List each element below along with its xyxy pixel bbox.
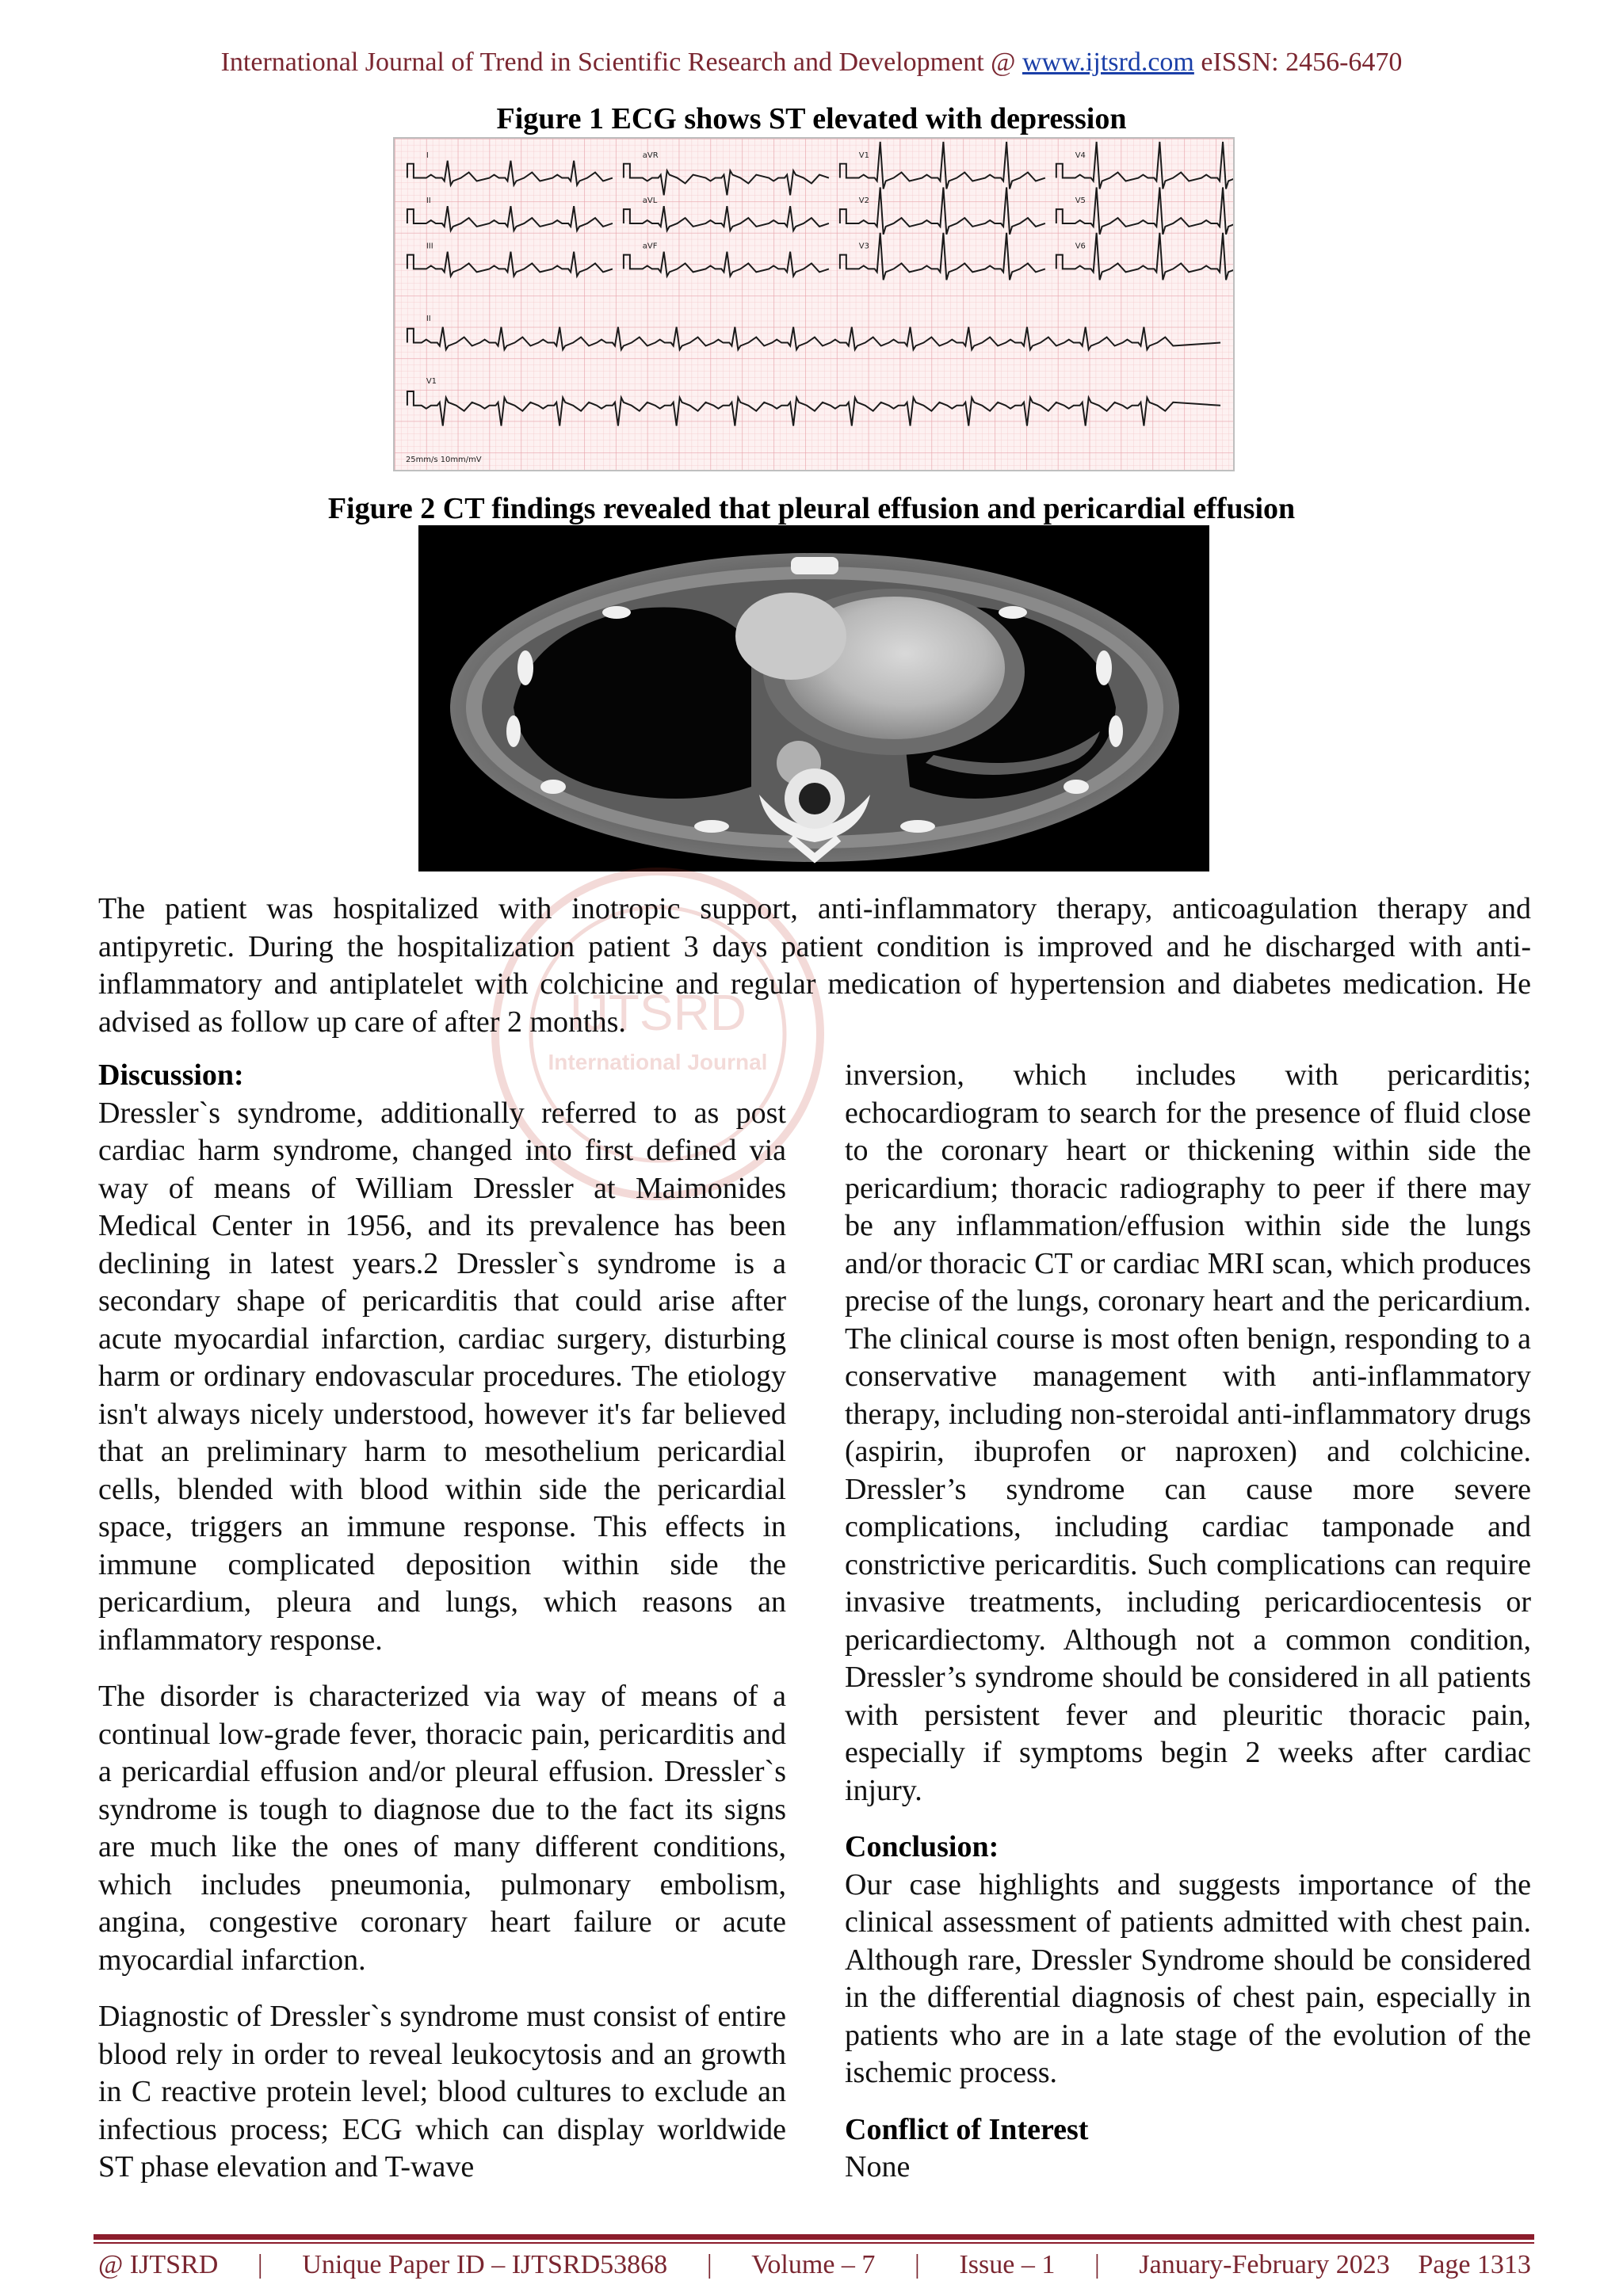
- right-column: [845, 1057, 1531, 2187]
- ecg-lead-label: V3: [858, 242, 869, 251]
- footer-issue: Issue – 1: [959, 2250, 1056, 2279]
- conflict-heading: Conflict of Interest: [845, 2112, 1089, 2146]
- discussion-paragraph-3-continued: inversion, which includes with pericarditis; echocardiogram to search for the presence of fluid close to the coronary heart or thickening within side the pericardium; thoracic radiography to peer if there may be any inflammation/effusion within side the lungs and/or thoracic CT or cardiac MRI scan, which produces precise of the lungs, coronary heart and the pericardium. The clinical course is most often benign, responding to a conservative management with anti-inflammatory therapy, including non-steroidal anti-inflammatory drugs (aspirin, ibuprofen or naproxen) and colchicine. Dressler’s syndrome can cause more severe complications, including cardiac tamponade and constrictive pericarditis. Such complications can require invasive treatments, including pericardiocentesis or pericardiectomy. Although not a common condition, Dressler’s syndrome should be considered in all patients with persistent fever and pleuritic thoracic pain, especially if symptoms begin 2 weeks after cardiac injury.: [845, 1058, 1531, 1807]
- svg-text:IJTSRD: IJTSRD: [569, 984, 747, 1041]
- discussion-paragraph-1: Dressler`s syndrome, additionally referred to as post cardiac harm syndrome, changed into first defined via way of means of William Dressler at Maimonides Medical Center in 1956, and its prevalence has been declining in latest years.2 Dressler`s syndrome is a secondary shape of pericarditis that could arise after acute myocardial infarction, cardiac surgery, disturbing harm or ordinary endovascular procedures. The etiology isn't always nicely understood, however it's far believed that an preliminary harm to mesothelium pericardial cells, blended with blood within side the pericardial space, triggers an immune response. This effects in immune complicated deposition within side the pericardium, pleura and lungs, which reasons an inflammatory response.: [98, 1096, 786, 1657]
- ct-scan-image: [418, 525, 1209, 871]
- running-header: [0, 48, 1623, 78]
- footer-rule-thin: [94, 2242, 1534, 2244]
- ecg-lead-label: I: [426, 151, 429, 160]
- ecg-figure: [393, 137, 1235, 471]
- conclusion-heading: Conclusion:: [845, 1830, 999, 1863]
- ecg-lead-label: V1: [858, 151, 869, 160]
- ecg-lead-label: V5: [1075, 196, 1086, 206]
- intro-paragraph: The patient was hospitalized with inotropic support, anti-inflammatory therapy, anticoagulation therapy and antipyretic. During the hospitalization patient 3 days patient condition is improved and he discharged with anti-inflammatory and antiplatelet with colchicine and regular medication of hypertension and diabetes medication. He advised as follow up care of after 2 months.: [98, 892, 1531, 1039]
- ecg-lead-label: aVR: [642, 151, 659, 160]
- ecg-lead-label: aVL: [642, 196, 658, 206]
- ecg-lead-label: V2: [858, 196, 869, 206]
- ecg-lead-label: III: [426, 242, 433, 251]
- footer-paper-id: Unique Paper ID – IJTSRD53868: [302, 2250, 668, 2279]
- figure-2-caption: Figure 2 CT findings revealed that pleural effusion and pericardial effusion: [327, 492, 1296, 525]
- footer-date: January-February 2023: [1139, 2250, 1390, 2279]
- page-footer: @ IJTSRD | Unique Paper ID – IJTSRD53868 | Volume – 7 | Issue – 1 | January-February 2023 Page 1313: [98, 2250, 1531, 2279]
- eissn: eISSN: 2456-6470: [1193, 48, 1403, 77]
- journal-name: International Journal of Trend in Scientific Research and Development @: [220, 48, 1022, 77]
- footer-rule: [94, 2234, 1534, 2240]
- ecg-lead-label: II: [426, 314, 431, 323]
- left-column: [98, 1057, 786, 2187]
- ecg-lead-label: V6: [1075, 242, 1086, 251]
- conflict-text: None: [845, 2150, 911, 2183]
- discussion-heading: Discussion:: [98, 1058, 244, 1092]
- ecg-lead-label: V1: [426, 377, 437, 387]
- discussion-paragraph-2: The disorder is characterized via way of means of a continual low-grade fever, thoracic pain, pericarditis and a pericardial effusion and/or pleural effusion. Dressler`s syndrome is tough to diagnose due to the fact its signs are much like the ones of many different conditions, which includes pneumonia, pulmonary embolism, angina, congestive coronary heart failure or acute myocardial infarction.: [98, 1680, 786, 1977]
- ecg-scale-text: 25mm/s 10mm/mV: [405, 456, 482, 465]
- discussion-paragraph-3: Diagnostic of Dressler`s syndrome must consist of entire blood rely in order to reveal leukocytosis and an growth in C reactive protein level; blood cultures to exclude an infectious process; ECG which can display worldwide ST phase elevation and T-wave: [98, 2000, 786, 2183]
- ecg-lead-label: V4: [1075, 151, 1086, 160]
- svg-text:International Journal: International Journal: [548, 1050, 768, 1074]
- footer-page-number: Page 1313: [1418, 2250, 1531, 2279]
- figure-1-caption: Figure 1 ECG shows ST elevated with depression: [496, 102, 1127, 135]
- ecg-lead-label: aVF: [642, 242, 658, 251]
- conclusion-text: Our case highlights and suggests importance of the clinical assessment of patients admitted with chest pain. Although rare, Dressler Syndrome should be considered in the differential diagnosis of chest pain, especially in patients who are in a late stage of the evolution of the ischemic process.: [845, 1867, 1531, 2089]
- journal-url-link[interactable]: www.ijtsrd.com: [1022, 48, 1194, 77]
- ecg-lead-label: II: [426, 196, 431, 206]
- footer-publisher: @ IJTSRD: [98, 2250, 219, 2279]
- footer-volume: Volume – 7: [751, 2250, 876, 2279]
